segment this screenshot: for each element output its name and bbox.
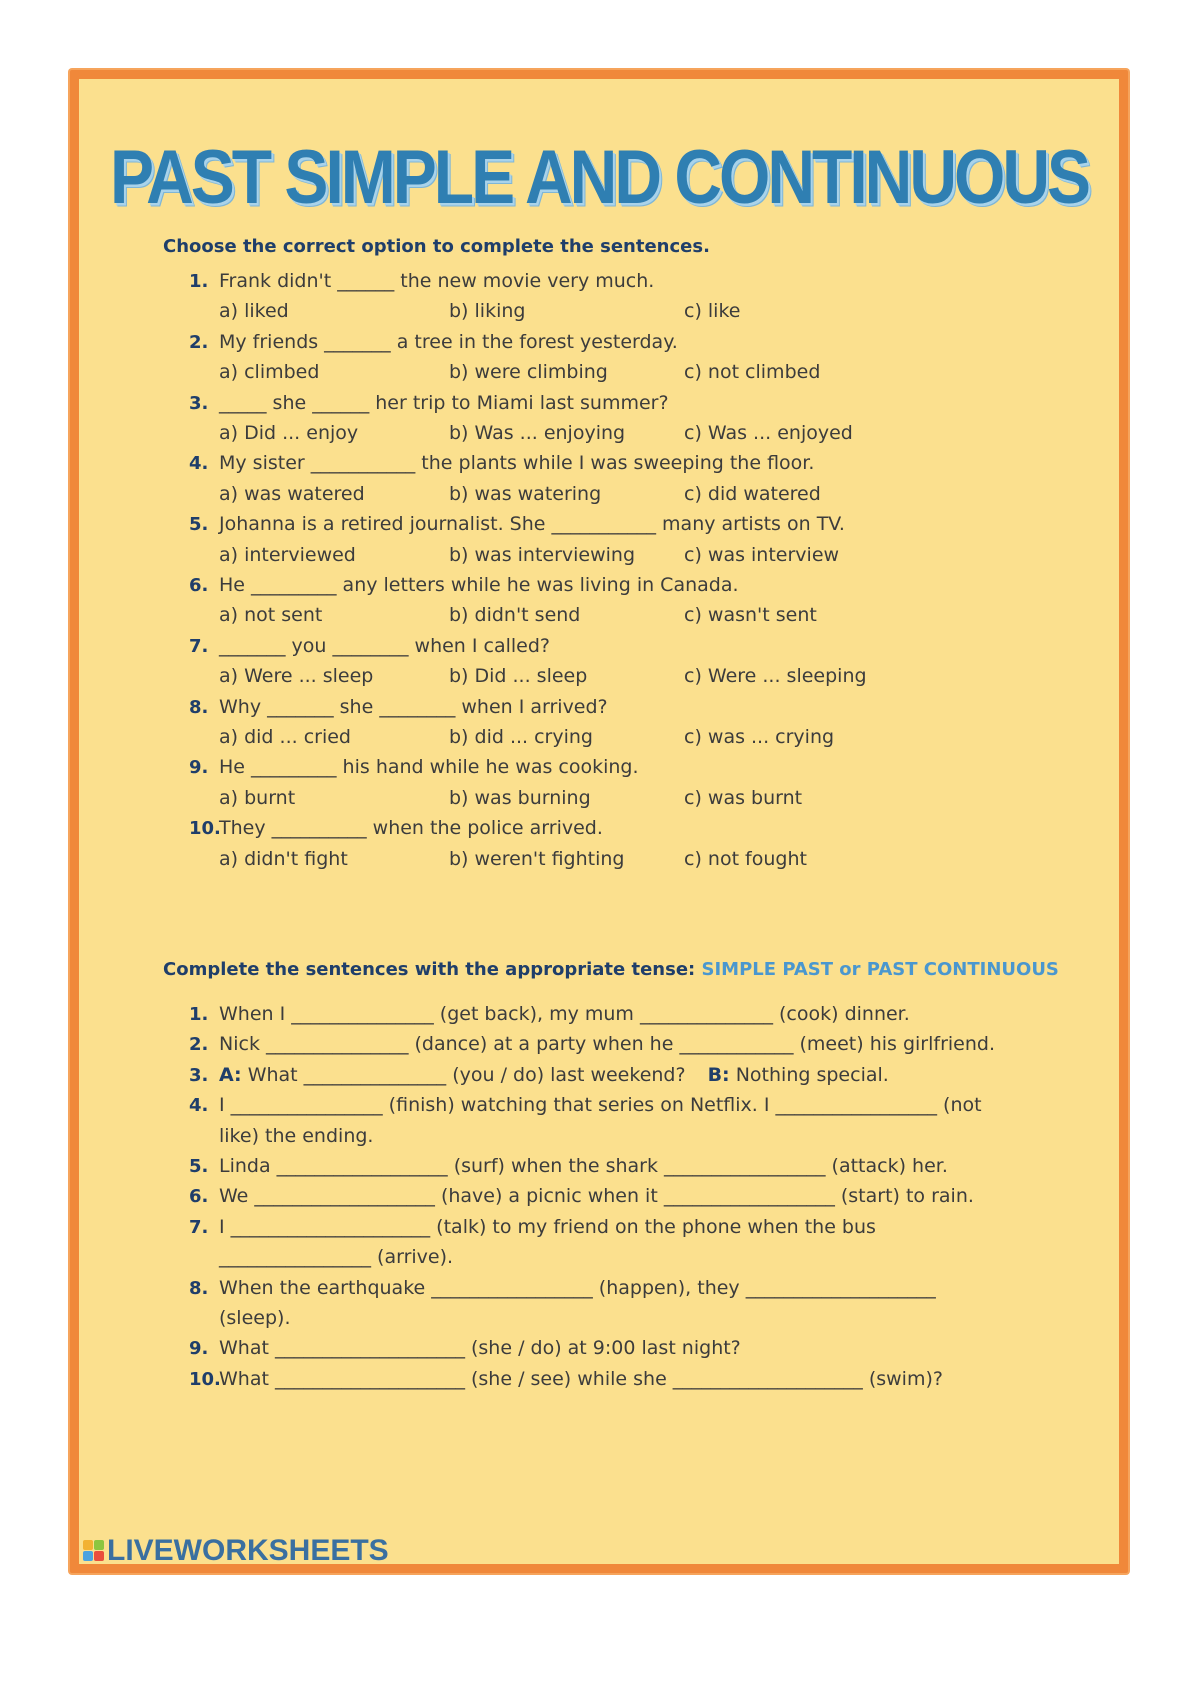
question-number: 1.	[189, 271, 209, 292]
item-text: I _____________________ (talk) to my friend on the phone when the bus	[219, 1215, 876, 1238]
answer-option-a[interactable]: a) did ... cried	[219, 726, 351, 748]
question-text: _____ she ______ her trip to Miami last summer?	[219, 391, 669, 414]
answer-option-c[interactable]: c) not climbed	[684, 361, 821, 384]
answer-option-b[interactable]: b) were climbing	[449, 361, 608, 384]
item-text: I ________________ (finish) watching that series on Netflix. I _________________ (not	[219, 1094, 982, 1117]
answer-option-b[interactable]: b) weren't fighting	[449, 847, 625, 870]
question-number: 5.	[189, 514, 209, 536]
speaker-a-text: What _______________ (you / do) last weekend?	[247, 1063, 686, 1086]
answer-option-a[interactable]: a) interviewed	[219, 543, 356, 566]
answer-option-c[interactable]: c) Were ... sleeping	[684, 665, 867, 688]
section2-instruction-text: Complete the sentences with the appropriate tense:	[163, 959, 696, 980]
worksheet-page	[70, 70, 1128, 1573]
section2-instruction	[163, 959, 1059, 980]
item-number: 7.	[189, 1216, 209, 1238]
item-number: 2.	[189, 1034, 209, 1056]
dialogue-line	[219, 1064, 889, 1086]
item-text: (sleep).	[219, 1307, 291, 1329]
answer-option-c[interactable]: c) did watered	[684, 482, 821, 505]
question-number: 8.	[189, 696, 209, 718]
item-text: We ___________________ (have) a picnic when it __________________ (start) to rain.	[219, 1185, 974, 1208]
item-number: 4.	[189, 1095, 209, 1117]
answer-option-a[interactable]: a) burnt	[219, 786, 296, 809]
item-text: What ____________________ (she / see) while she ____________________ (swim)?	[219, 1367, 943, 1390]
question-number: 2.	[189, 331, 209, 353]
answer-option-b[interactable]: b) was burning	[449, 786, 591, 809]
question-text: My sister ___________ the plants while I was sweeping the floor.	[219, 452, 815, 475]
question-number: 6.	[189, 575, 209, 596]
question-text: He _________ his hand while he was cooking.	[219, 756, 639, 779]
question-number: 3.	[189, 392, 209, 414]
item-text: like) the ending.	[219, 1124, 374, 1147]
answer-option-a[interactable]: a) Did ... enjoy	[219, 422, 359, 444]
answer-option-b[interactable]: b) liking	[449, 300, 526, 323]
item-number: 6.	[189, 1186, 209, 1208]
answer-option-a[interactable]: a) liked	[219, 300, 289, 323]
item-number: 10.	[189, 1368, 221, 1390]
answer-option-b[interactable]: b) Did ... sleep	[449, 665, 588, 688]
answer-option-c[interactable]: c) wasn't sent	[684, 604, 817, 627]
item-text: ________________ (arrive).	[219, 1246, 454, 1269]
item-text: What ____________________ (she / do) at 9:00 last night?	[219, 1337, 741, 1360]
answer-option-b[interactable]: b) Was ... enjoying	[449, 422, 626, 444]
question-text: He _________ any letters while he was living in Canada.	[219, 574, 739, 596]
question-number: 9.	[189, 757, 209, 779]
answer-option-a[interactable]: a) was watered	[219, 482, 365, 505]
question-text: My friends _______ a tree in the forest yesterday.	[219, 330, 678, 353]
item-number: 8.	[189, 1277, 209, 1299]
question-text: Frank didn't ______ the new movie very much.	[219, 270, 655, 292]
question-number: 10.	[189, 818, 221, 840]
speaker-b-text: Nothing special.	[735, 1063, 889, 1086]
question-text: _______ you ________ when I called?	[219, 634, 551, 657]
answer-option-b[interactable]: b) didn't send	[449, 604, 581, 627]
answer-option-c[interactable]: c) was burnt	[684, 786, 803, 809]
item-number: 5.	[189, 1156, 209, 1177]
section1-instruction: Choose the correct option to complete the sentences.	[163, 236, 710, 257]
liveworksheets-logo-text: LIVEWORKSHEETS	[107, 1534, 389, 1567]
answer-option-c[interactable]: c) Was ... enjoyed	[684, 422, 853, 444]
section2-instruction-accent: SIMPLE PAST or PAST CONTINUOUS	[701, 959, 1059, 980]
answer-option-a[interactable]: a) climbed	[219, 361, 320, 384]
answer-option-c[interactable]: c) was ... crying	[684, 726, 835, 748]
item-text: Nick _______________ (dance) at a party when he ____________ (meet) his girlfriend.	[219, 1033, 995, 1056]
speaker-b-label: B:	[707, 1063, 730, 1086]
answer-option-c[interactable]: c) like	[684, 300, 741, 323]
worksheet-title: PAST SIMPLE AND CONTINUOUS	[109, 134, 1089, 220]
answer-option-c[interactable]: c) not fought	[684, 847, 807, 870]
item-number: 1.	[189, 1004, 209, 1025]
item-number: 3.	[189, 1064, 209, 1086]
question-number: 4.	[189, 453, 209, 475]
item-text: Linda __________________ (surf) when the shark _________________ (attack) her.	[219, 1155, 948, 1177]
liveworksheets-logo-icon	[83, 1540, 105, 1562]
question-text: They __________ when the police arrived.	[219, 817, 603, 840]
item-text: When I _______________ (get back), my mum ______________ (cook) dinner.	[219, 1003, 910, 1025]
item-text: When the earthquake _________________ (happen), they ____________________	[219, 1276, 936, 1299]
answer-option-b[interactable]: b) was watering	[449, 482, 602, 505]
answer-option-a[interactable]: a) didn't fight	[219, 847, 348, 870]
question-text: Johanna is a retired journalist. She ___________ many artists on TV.	[219, 513, 845, 536]
liveworksheets-logo	[83, 1534, 389, 1568]
speaker-a-label: A:	[219, 1063, 242, 1086]
question-number: 7.	[189, 635, 209, 657]
answer-option-a[interactable]: a) Were ... sleep	[219, 665, 374, 688]
answer-option-b[interactable]: b) did ... crying	[449, 726, 593, 748]
item-number: 9.	[189, 1338, 209, 1360]
question-text: Why _______ she ________ when I arrived?	[219, 695, 608, 718]
answer-option-a[interactable]: a) not sent	[219, 604, 323, 627]
answer-option-c[interactable]: c) was interview	[684, 543, 840, 566]
answer-option-b[interactable]: b) was interviewing	[449, 543, 636, 566]
